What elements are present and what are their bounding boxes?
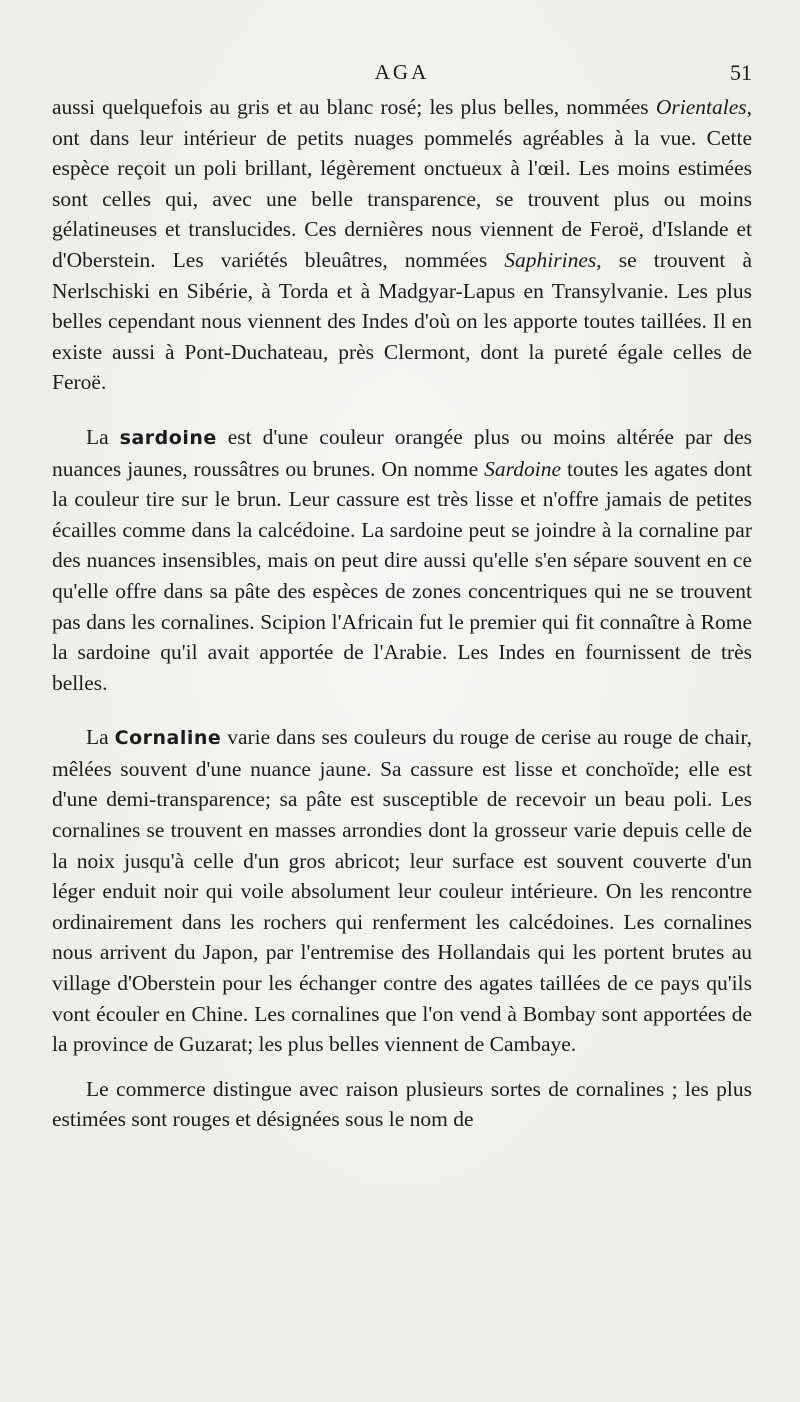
text-run: , se trouvent à Nerlschiski en Sibérie, à Torda et à Madgyar-Lapus en Transylvanie. Les plus belles cependant nous viennent des Indes d'où on les apporte toutes taillées. Il en existe aussi à Pont-Duchateau, près Clermont, dont la pureté égale celles de Feroë.	[52, 247, 752, 395]
body-text	[52, 92, 752, 1135]
italic-term-sardoine: Sardoine	[484, 456, 561, 481]
running-head: AGA	[374, 60, 430, 84]
italic-term-saphirines: Saphirines	[504, 247, 597, 272]
text-run: varie dans ses couleurs du rouge de cerise au rouge de chair, mêlées souvent d'une nuance jaune. Sa cassure est lisse et conchoïde; elle est d'une demi-transparence; sa pâte est susceptible de recevoir un beau poli. Les cornalines se trouvent en masses arrondies dont la grosseur varie depuis celle de la noix jusqu'à celle d'un gros abricot; leur surface est souvent couverte d'un léger enduit noir qui voile absolument leur couleur intérieure. On les rencontre ordinairement dans les rochers qui renferment les calcédoines. Les cornalines nous arrivent du Japon, par l'entremise des Hollandais qui les portent brutes au village d'Oberstein pour les échanger contre des agates taillées de ce pays qu'ils vont écouler en Chine. Les cornalines que l'on vend à Bombay sont apportées de la province de Guzarat; les plus belles viennent de Cambaye.	[52, 725, 752, 1057]
text-run: , ont dans leur intérieur de petits nuages pommelés agréables à la vue. Cette espèce reçoit un poli brillant, légèrement onctueux à l'œil. Les moins estimées sont celles qui, avec une belle transparence, se trouvent plus ou moins gélatineuses et translucides. Ces dernières nous viennent de Feroë, d'Islande et d'Oberstein. Les variétés bleuâtres, nommées	[52, 95, 752, 272]
paragraph-sardoine	[52, 422, 752, 698]
paragraph-commerce	[52, 1074, 752, 1135]
bold-term-sardoine: sardoine	[119, 426, 217, 449]
paragraph-gap	[52, 1060, 752, 1074]
paragraph-gap	[52, 698, 752, 722]
paragraph-cornaline	[52, 722, 752, 1060]
text-run: est d'une couleur orangée plus ou moins altérée par des nuances jaunes, roussâtres ou brunes. On nomme	[52, 424, 752, 481]
paragraph-agate-varieties	[52, 92, 752, 398]
paragraph-gap	[52, 398, 752, 422]
page-number: 51	[730, 60, 752, 85]
text-run: La	[86, 424, 120, 449]
text-run: aussi quelquefois au gris et au blanc rosé; les plus belles, nommées	[52, 95, 656, 119]
text-run: Le commerce distingue avec raison plusieurs sortes de cornalines ; les plus estimées sont rouges et désignées sous le nom de	[52, 1076, 752, 1132]
bold-term-cornaline: Cornaline	[114, 727, 222, 750]
italic-term-orientales: Orientales	[655, 95, 747, 119]
text-run: toutes les agates dont la couleur tire sur le brun. Leur cassure est très lisse et n'offre jamais de petites écailles comme dans la calcédoine. La sardoine peut se joindre à la cornaline par des nuances insensibles, mais on peut dire aussi qu'elle s'en sépare souvent en ce qu'elle offre dans sa pâte des espèces de zones concentriques qui ne se trouvent pas dans les cornalines. Scipion l'Africain fut le premier qui fit connaître à Rome la sardoine qu'il avait apportée de l'Arabie. Les Indes en fournissent de très belles.	[52, 456, 752, 695]
page-header	[52, 60, 752, 90]
text-run: La	[86, 725, 115, 750]
